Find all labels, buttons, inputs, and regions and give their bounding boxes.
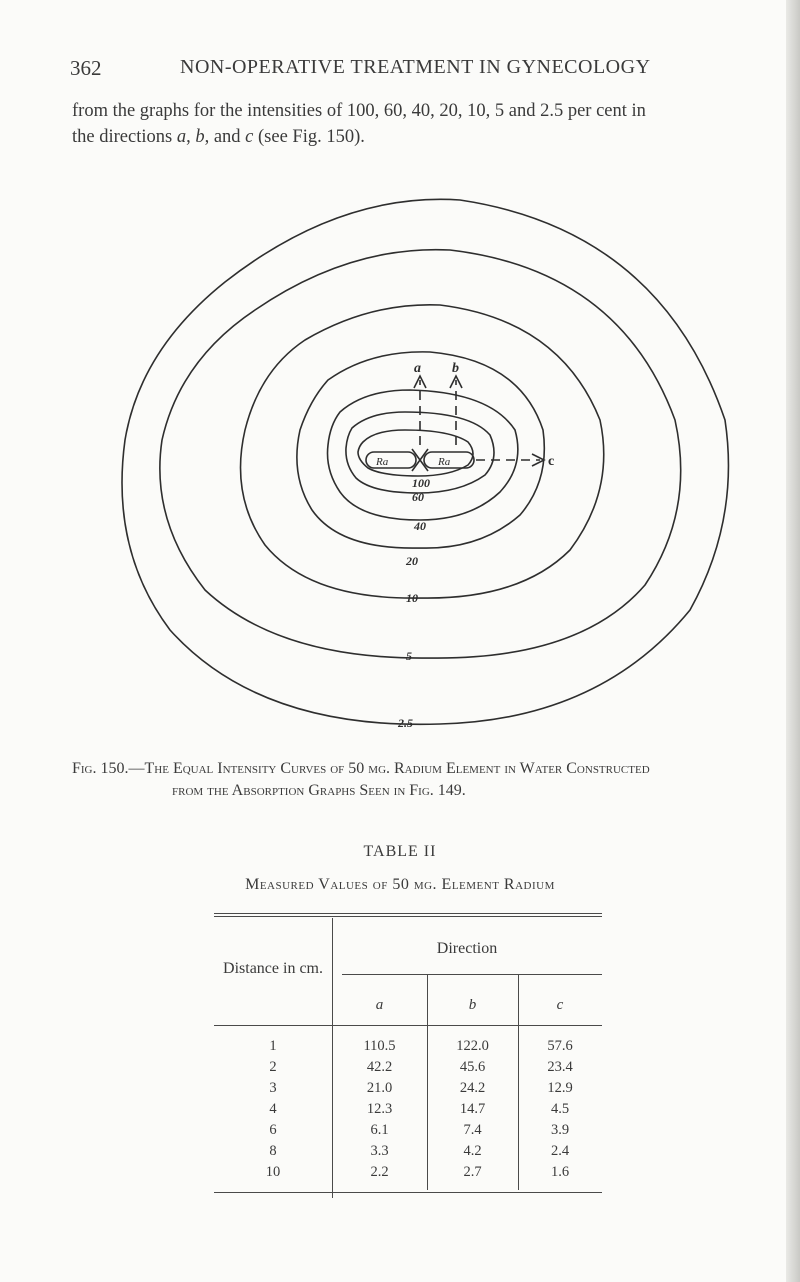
value-b-cell: 45.6 <box>459 1059 486 1075</box>
direction-c-ref: c <box>245 127 254 147</box>
label-20: 20 <box>406 554 418 568</box>
running-head: NON-OPERATIVE TREATMENT IN GYNECOLOGY <box>180 56 651 78</box>
label-10: 10 <box>406 591 418 605</box>
value-b-cell: 2.7 <box>463 1164 482 1180</box>
radium-tube-left <box>366 452 416 468</box>
table-title: TABLE II <box>363 843 437 860</box>
value-c-cell: 57.6 <box>547 1038 573 1054</box>
value-b-cell: 7.4 <box>463 1122 482 1138</box>
value-c-cell: 23.4 <box>547 1059 573 1075</box>
direction-rule <box>342 974 602 975</box>
and-text: , and <box>204 127 246 147</box>
top-rule-1 <box>214 913 602 914</box>
bottom-rule <box>214 1192 602 1193</box>
direction-a-label: a <box>414 361 421 376</box>
direction-a-ref: a <box>176 127 187 147</box>
figure-caption <box>72 758 772 802</box>
intro-paragraph <box>72 98 772 150</box>
col-header-b: b <box>468 997 477 1013</box>
equal-intensity-figure <box>100 190 740 740</box>
page-number: 362 <box>70 56 102 80</box>
distance-cell: 3 <box>269 1080 277 1096</box>
label-40: 40 <box>414 519 426 533</box>
page-edge-shadow <box>786 0 800 1282</box>
curve-2-5 <box>122 199 728 724</box>
top-rule-2 <box>214 916 602 917</box>
col-header-a: a <box>375 997 384 1013</box>
distance-cell: 2 <box>269 1059 277 1075</box>
label-60: 60 <box>412 490 424 504</box>
intro-line-2-post: (see Fig. 150). <box>253 127 365 147</box>
distance-cell: 6 <box>269 1122 277 1138</box>
value-c-cell: 4.5 <box>550 1101 570 1117</box>
value-a-cell: 42.2 <box>366 1059 393 1075</box>
col-header-c: c <box>556 997 564 1013</box>
direction-c-label: c <box>548 454 555 469</box>
distance-cell: 4 <box>269 1101 277 1117</box>
curve-10 <box>241 305 604 598</box>
caption-lead: Fig. 150. <box>72 760 129 777</box>
value-a-cell: 3.3 <box>370 1143 389 1159</box>
distance-cell: 8 <box>269 1143 277 1159</box>
intro-line-1: from the graphs for the intensities of 100, 60, 40, 20, 10, 5 and 2.5 per cent in <box>72 101 646 121</box>
value-c-cell: 1.6 <box>550 1164 570 1180</box>
value-a-cell: 12.3 <box>366 1101 393 1117</box>
value-b-cell: 14.7 <box>459 1101 486 1117</box>
caption-line-2: from the Absorption Graphs Seen in Fig. 149. <box>172 782 466 799</box>
distance-cell: 10 <box>265 1164 281 1180</box>
caption-line-1: —The Equal Intensity Curves of 50 mg. Radium Element in Water Constructed <box>128 760 650 777</box>
direction-b-label: b <box>452 361 459 376</box>
tube-label-right: Ra <box>438 456 451 468</box>
value-c-cell: 12.9 <box>547 1080 573 1096</box>
tube-label-left: Ra <box>376 456 389 468</box>
page-header <box>70 56 670 86</box>
label-100: 100 <box>412 476 430 490</box>
value-b-cell: 122.0 <box>456 1038 489 1054</box>
direction-header: Direction <box>436 940 498 957</box>
value-a-cell: 21.0 <box>366 1080 393 1096</box>
direction-b-ref: b <box>195 127 205 147</box>
label-2-5: 2.5 <box>398 716 413 730</box>
value-c-cell: 2.4 <box>550 1143 570 1159</box>
row-header: Distance in cm. <box>223 960 323 977</box>
distance-cell: 1 <box>269 1038 277 1054</box>
table-caption: Measured Values of 50 mg. Element Radium <box>245 876 555 893</box>
value-a-cell: 110.5 <box>363 1038 396 1054</box>
value-a-cell: 6.1 <box>370 1122 389 1138</box>
comma: , <box>186 127 196 147</box>
value-c-cell: 3.9 <box>550 1122 570 1138</box>
header-bottom-rule <box>214 1025 602 1026</box>
intro-line-2-pre: the directions <box>72 127 177 147</box>
value-b-cell: 24.2 <box>459 1080 486 1096</box>
label-5: 5 <box>406 649 412 663</box>
curve-5 <box>160 250 681 658</box>
value-a-cell: 2.2 <box>370 1164 389 1180</box>
value-b-cell: 4.2 <box>463 1143 482 1159</box>
